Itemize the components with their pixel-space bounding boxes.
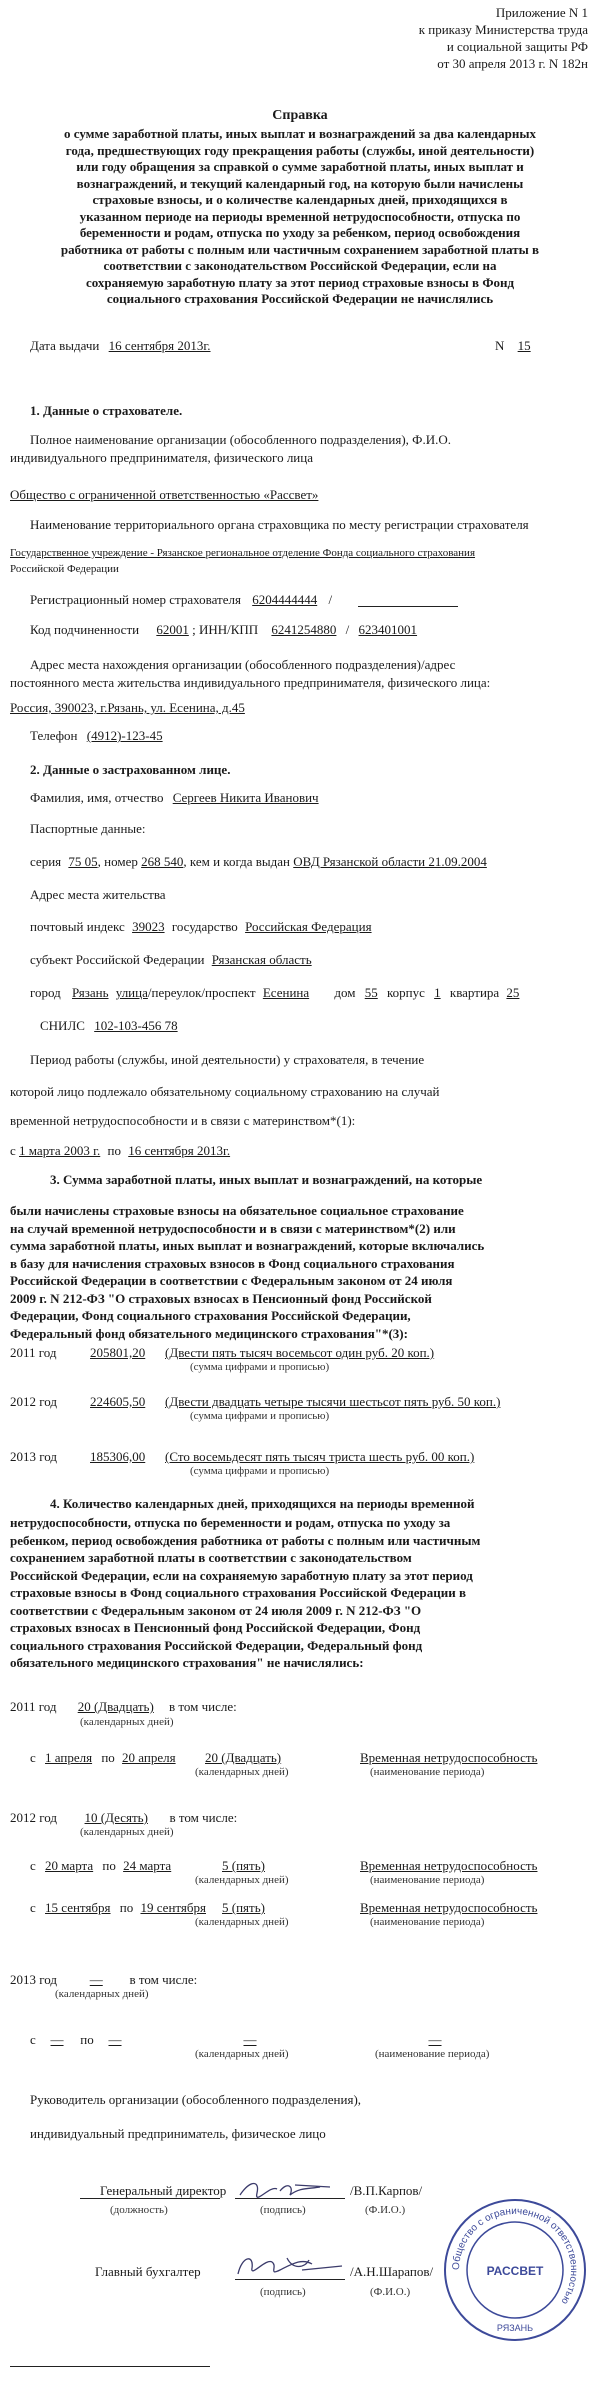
to-value: —: [108, 2032, 122, 2047]
phone-row: [30, 728, 163, 744]
to-label: по: [119, 1900, 134, 1915]
postal-label: почтовый индекс: [30, 919, 125, 934]
section-3-line: на случай временной нетрудоспособности и в связи с материнством*(2) или: [10, 1220, 456, 1236]
issue-number-label: N: [495, 338, 505, 353]
section-4-heading: 4. Количество календарных дней, приходящихся на периоды временной: [50, 1496, 475, 1511]
fio-caption: (Ф.И.О.): [365, 2204, 406, 2216]
section-4-text: [10, 1514, 480, 1672]
from-label: с: [30, 2032, 36, 2047]
section-3-text: [10, 1202, 484, 1342]
days-value: —: [243, 2032, 257, 2047]
number-value: 268 540: [141, 854, 184, 869]
footnote-divider: [10, 2366, 210, 2367]
year-2013-amount: 185306,00: [90, 1449, 146, 1464]
period-name-caption: (наименование периода): [370, 1874, 485, 1886]
house-label: дом: [334, 985, 356, 1000]
snils-label: СНИЛС: [40, 1018, 85, 1033]
city-value: Рязань: [72, 985, 109, 1000]
signature-head-label: Руководитель организации (обособленного подразделения),: [30, 2092, 362, 2107]
year-2011-amount: 205801,20: [90, 1345, 146, 1360]
phone-value: (4912)-123-45: [86, 728, 163, 743]
days-2013-total: —: [89, 1972, 103, 1987]
fio-caption: (Ф.И.О.): [370, 2286, 411, 2298]
section-1-heading: 1. Данные о страхователе.: [30, 403, 183, 418]
days-2013-row: [10, 1972, 197, 1988]
subject-label: субъект Российской Федерации: [30, 952, 205, 967]
section-3-line: 2009 г. N 212-ФЗ "О страховых взносах в Пенсионный фонд Российской: [10, 1290, 432, 1306]
days-2013-label: 2013 год: [10, 1972, 57, 1987]
year-2011-label: 2011 год: [10, 1345, 57, 1360]
to-value: 19 сентября: [140, 1900, 206, 1915]
flat-label: квартира: [449, 985, 500, 1000]
snils-value: 102-103-456 78: [94, 1018, 178, 1033]
section-4-line: соответствии с Федеральным законом от 24 июля 2009 г. N 212-ФЗ "О: [10, 1602, 422, 1618]
section-3-heading: 3. Сумма заработной платы, иных выплат и вознаграждений, на которые: [50, 1172, 483, 1187]
appendix-line: от 30 апреля 2013 г. N 182н: [437, 56, 588, 71]
seal-city-text: РЯЗАНЬ: [496, 2323, 534, 2333]
days-2011-row: [10, 1699, 237, 1715]
issue-number-row: [495, 338, 531, 354]
from-label: с: [30, 1858, 36, 1873]
days-2012-label: 2012 год: [10, 1810, 57, 1825]
number-label: , номер: [97, 854, 138, 869]
period-2012-1: [30, 1858, 171, 1874]
passport-row: [30, 854, 487, 870]
period-text: которой лицо подлежало обязательному социальному страхованию на случай: [10, 1084, 440, 1099]
inn-label: ; ИНН/КПП: [192, 622, 259, 637]
title-text: [0, 126, 600, 308]
from-value: 15 сентября: [45, 1900, 111, 1915]
postal-row: [30, 919, 372, 935]
sub-code-row: Код подчиненности 62001 ; ИНН/КПП 6241254880 / 623401001: [30, 622, 418, 637]
section-4-line: сохранением заработной платы в соответствии с законодательством: [10, 1550, 412, 1565]
title-line: соответствии с законодательством Российской Федерации, если на: [103, 258, 497, 273]
cal-days-caption: (календарных дней): [195, 1874, 289, 1886]
title-line: вознаграждений, и текущий календарный год, на которую были начислены: [76, 175, 524, 191]
in-total-label: в том числе:: [169, 1699, 237, 1714]
subject-value: Рязанская область: [211, 952, 312, 967]
title-line: беременности и родам, отпуска по уходу за ребенком, период освобождения: [79, 225, 521, 240]
signature-head-label: индивидуальный предприниматель, физическое лицо: [30, 2126, 326, 2141]
period-from-value: 1 марта 2003 г.: [19, 1143, 101, 1158]
svg-text:Общество с ограниченной ответс: [451, 2206, 579, 2306]
days-value: 5 (пять): [222, 1900, 265, 1915]
amount-caption: (сумма цифрами и прописью): [190, 1361, 330, 1373]
series-value: 75 05: [68, 854, 98, 869]
period-from-label: с: [10, 1143, 16, 1158]
period-name-value: —: [428, 2032, 442, 2047]
state-label: государство: [171, 919, 238, 934]
to-label: по: [102, 1858, 116, 1873]
cal-days-caption: (календарных дней): [195, 1916, 289, 1928]
director-sign-line: [235, 2198, 345, 2199]
snils-row: [40, 1018, 178, 1034]
issued-label: , кем и когда выдан: [183, 854, 290, 869]
from-value: 20 марта: [45, 1858, 94, 1873]
street-label: /переулок/проспект: [147, 985, 256, 1000]
section-4-line: социального страхования Российской Федерации, Федеральный фонд: [10, 1637, 423, 1653]
subject-row: [30, 952, 312, 968]
issue-date-row: [30, 338, 211, 354]
org-value: Общество с ограниченной ответственностью «Рассвет»: [10, 487, 319, 502]
section-3-line: Российской Федерации в соответствии с Федеральным законом от 24 июля: [10, 1273, 453, 1288]
seal-center-text: РАССВЕТ: [486, 2264, 544, 2278]
title-line: или году обращения за справкой о сумме заработной платы, иных выплат и: [76, 159, 524, 174]
fio-label: Фамилия, имя, отчество: [30, 790, 164, 805]
year-2011-words: (Двести пять тысяч восемьсот один руб. 20 коп.): [165, 1345, 435, 1360]
addr-label: Адрес места нахождения организации (обособленного подразделения)/адрес: [30, 657, 456, 672]
issue-number-value: 15: [517, 338, 531, 353]
phone-label: Телефон: [30, 728, 78, 743]
to-value: 24 марта: [123, 1858, 172, 1873]
cal-days-caption: (календарных дней): [80, 1716, 174, 1728]
section-4-line: страховые взносы в Фонд социального страхования Российской Федерации в: [10, 1585, 466, 1600]
period-name-value: Временная нетрудоспособность: [360, 1750, 538, 1765]
title-line: страховые взносы, и о количестве календарных дней, приходящихся в: [92, 192, 508, 207]
title-line: сохраняемую заработную плату за этот период страховые взносы в Фонд: [85, 274, 515, 290]
position-caption: (должность): [110, 2204, 168, 2216]
reg-number-value: 6204444444: [252, 592, 318, 607]
appendix-line: к приказу Министерства труда: [418, 22, 588, 37]
passport-label: Паспортные данные:: [30, 821, 146, 836]
terr-value: Российской Федерации: [10, 563, 119, 575]
org-label: Полное наименование организации (обособленного подразделения), Ф.И.О.: [30, 432, 451, 447]
period-name-caption: (наименование периода): [370, 1916, 485, 1928]
reg-number-slash: /: [328, 592, 333, 607]
document-title: Справка: [272, 108, 328, 123]
to-label: по: [101, 1750, 115, 1765]
kpp-value: 623401001: [358, 622, 418, 637]
state-value: Российская Федерация: [245, 919, 372, 934]
director-position: Генеральный директор: [100, 2183, 227, 2198]
section-3-line: в базу для начисления страховых взносов в Фонд социального страхования: [10, 1255, 455, 1271]
amount-caption: (сумма цифрами и прописью): [190, 1465, 330, 1477]
section-4-line: ребенком, период освобождения работника от работы с полным или частичным: [10, 1532, 481, 1548]
from-label: с: [30, 1750, 36, 1765]
city-label: город: [30, 985, 61, 1000]
year-2013-label: 2013 год: [10, 1449, 57, 1464]
section-4-line: Российской Федерации, если на сохраняемую заработную плату за этот период: [10, 1567, 473, 1583]
section-2-heading: 2. Данные о застрахованном лице.: [30, 762, 231, 777]
issued-value: ОВД Рязанской области 21.09.2004: [293, 854, 487, 869]
accountant-signature-icon: [232, 2250, 347, 2282]
title-line: социального страхования Российской Федерации не начислялись: [106, 291, 494, 306]
year-2013-words: (Сто восемьдесят пять тысяч триста шесть руб. 00 коп.): [165, 1449, 475, 1464]
days-value: 5 (пять): [222, 1858, 265, 1873]
title-line: указанном периоде на периоды временной нетрудоспособности, отпуска по: [79, 208, 521, 224]
corp-label: корпус: [386, 985, 425, 1000]
amount-caption: (сумма цифрами и прописью): [190, 1410, 330, 1422]
addr-label: постоянного места жительства индивидуального предпринимателя, физического лица:: [10, 675, 491, 690]
sign-caption: (подпись): [260, 2286, 306, 2298]
cal-days-caption: (календарных дней): [80, 1826, 174, 1838]
from-value: —: [50, 2032, 64, 2047]
terr-label: Наименование территориального органа страховщика по месту регистрации страхователя: [30, 517, 529, 532]
street-row: [30, 985, 519, 1001]
seal-ring-text: Общество с ограниченной ответственностью: [450, 2205, 580, 2307]
period-row: [10, 1143, 230, 1159]
year-2012-words: (Двести двадцать четыре тысячи шестьсот пять руб. 50 коп.): [165, 1394, 501, 1409]
to-value: 20 апреля: [122, 1750, 176, 1765]
cal-days-caption: (календарных дней): [195, 1766, 289, 1778]
cal-days-caption: (календарных дней): [55, 1988, 149, 2000]
terr-value: Государственное учреждение - Рязанское региональное отделение Фонда социального страхования: [10, 547, 476, 559]
addr-value: Россия, 390023, г.Рязань, ул. Есенина, д.45: [10, 700, 245, 715]
days-2011-total: 20 (Двадцать): [77, 1699, 154, 1714]
fio-value: Сергеев Никита Иванович: [172, 790, 319, 805]
title-line: года, предшествующих году прекращения работы (службы, иной деятельности): [65, 142, 535, 158]
from-value: 1 апреля: [45, 1750, 93, 1765]
series-label: серия: [30, 854, 62, 869]
issue-date-value: 16 сентября 2013г.: [108, 338, 211, 353]
year-2012-amount: 224605,50: [90, 1394, 146, 1409]
days-2012-total: 10 (Десять): [84, 1810, 148, 1825]
period-text: временной нетрудоспособности и в связи с материнством*(1):: [10, 1113, 356, 1128]
accountant-sign-line: [235, 2279, 345, 2280]
period-name-value: Временная нетрудоспособность: [360, 1900, 538, 1915]
reg-number-label: Регистрационный номер страхователя: [30, 592, 241, 607]
days-2011-label: 2011 год: [10, 1699, 57, 1714]
appendix-line: Приложение N 1: [495, 5, 588, 20]
period-text: Период работы (службы, иной деятельности) у страхователя, в течение: [30, 1052, 425, 1067]
period-2013: [30, 2032, 129, 2048]
year-2012-label: 2012 год: [10, 1394, 57, 1409]
period-name-value: Временная нетрудоспособность: [360, 1858, 538, 1873]
title-line: работника от работы с полным или частичным сохранением заработной платы в: [60, 241, 540, 257]
director-name: /В.П.Карпов/: [350, 2183, 423, 2198]
street-value: Есенина: [262, 985, 310, 1000]
title-line: о сумме заработной платы, иных выплат и вознаграждений за два календарных: [64, 126, 536, 141]
in-total-label: в том числе:: [169, 1810, 238, 1825]
from-label: с: [30, 1900, 36, 1915]
org-label: индивидуального предпринимателя, физического лица: [10, 450, 313, 465]
director-position-line: [80, 2198, 220, 2199]
section-4-line: обязательного медицинского страхования" не начислялись:: [10, 1655, 364, 1670]
reg-number-row: [30, 592, 332, 608]
cal-days-caption: (календарных дней): [195, 2048, 289, 2060]
inn-value: 6241254880: [271, 622, 337, 637]
period-to-value: 16 сентября 2013г.: [128, 1143, 231, 1158]
issue-date-label: Дата выдачи: [30, 338, 100, 353]
days-2012-row: [10, 1810, 237, 1826]
period-2012-2: [30, 1900, 206, 1916]
fio-row: [30, 790, 319, 806]
period-2011-1: [30, 1750, 176, 1766]
appendix-line: и социальной защиты РФ: [446, 39, 588, 54]
company-seal-icon: [440, 2195, 590, 2345]
accountant-position: Главный бухгалтер: [95, 2264, 201, 2279]
sub-code-value: 62001: [156, 622, 189, 637]
section-4-line: нетрудоспособности, отпуска по беременности и родам, отпуска по уходу за: [10, 1515, 451, 1530]
street-type: улица: [115, 985, 148, 1000]
to-label: по: [80, 2032, 94, 2047]
reg-number-blank: [358, 606, 458, 607]
postal-value: 39023: [132, 919, 165, 934]
section-4-line: страховых взносах в Пенсионный фонд Российской Федерации, Фонд: [10, 1620, 421, 1635]
sign-caption: (подпись): [260, 2204, 306, 2216]
period-name-caption: (наименование периода): [375, 2048, 490, 2060]
section-3-line: сумма заработной платы, иных выплат и вознаграждений, которые включались: [10, 1238, 485, 1253]
house-value: 55: [364, 985, 378, 1000]
section-3-line: Федеральный фонд обязательного медицинского страхования"*(3):: [10, 1325, 408, 1341]
period-name-caption: (наименование периода): [370, 1766, 485, 1778]
period-to-label: по: [107, 1143, 121, 1158]
in-total-label: в том числе:: [129, 1972, 198, 1987]
residence-label: Адрес места жительства: [30, 887, 166, 902]
sub-code-label: Код подчиненности: [30, 622, 140, 637]
flat-value: 25: [506, 985, 520, 1000]
accountant-name: /А.Н.Шарапов/: [350, 2264, 434, 2279]
section-3-line: были начислены страховые взносы на обязательное социальное страхование: [10, 1203, 464, 1218]
days-value: 20 (Двадцать): [205, 1750, 282, 1765]
corp-value: 1: [434, 985, 441, 1000]
section-3-line: Федерации, Фонд социального страхования Российской Федерации,: [10, 1308, 411, 1323]
appendix-block: [419, 4, 588, 72]
